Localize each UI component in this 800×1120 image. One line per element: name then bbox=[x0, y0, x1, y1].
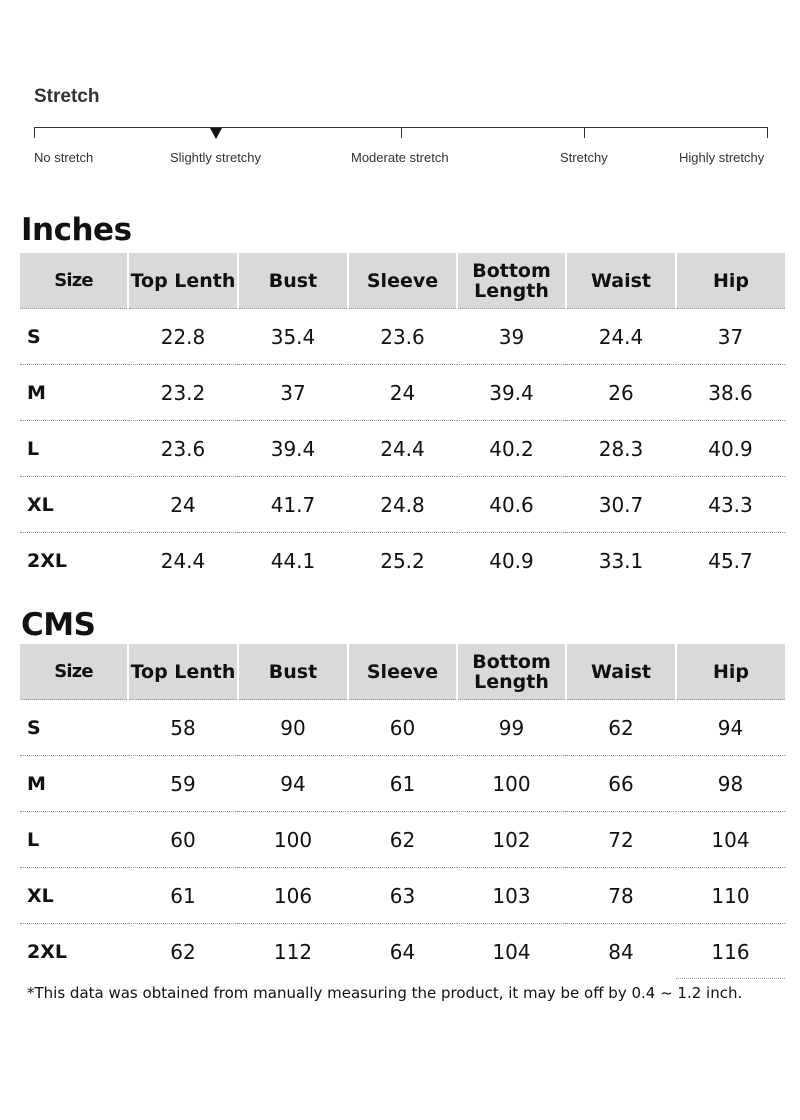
table-cell: 25.2 bbox=[348, 533, 457, 589]
table-cell: 24.4 bbox=[566, 309, 676, 365]
size-cell: 2XL bbox=[20, 533, 128, 589]
table-row bbox=[20, 365, 785, 421]
header-hip: Hip bbox=[676, 644, 785, 700]
header-sleeve: Sleeve bbox=[348, 253, 457, 309]
table-cell: 116 bbox=[676, 924, 785, 980]
table-cell: 100 bbox=[238, 812, 348, 868]
table-row bbox=[20, 700, 785, 756]
table-cell: 24 bbox=[348, 365, 457, 421]
table-cell: 24 bbox=[128, 477, 238, 533]
size-cell: 2XL bbox=[20, 924, 128, 980]
table-cell: 98 bbox=[676, 756, 785, 812]
header-hip: Hip bbox=[676, 253, 785, 309]
header-waist: Waist bbox=[566, 253, 676, 309]
table-cell: 61 bbox=[348, 756, 457, 812]
size-cell: XL bbox=[20, 477, 128, 533]
header-bottom-length: Bottom Length bbox=[457, 644, 566, 700]
measurement-footnote: *This data was obtained from manually measuring the product, it may be off by 0.4 ~ 1.2 inch. bbox=[27, 984, 743, 1002]
table-cell: 66 bbox=[566, 756, 676, 812]
table-row bbox=[20, 812, 785, 868]
stretch-tick bbox=[584, 127, 585, 138]
size-cell: M bbox=[20, 365, 128, 421]
stretch-label-stretchy: Stretchy bbox=[560, 150, 608, 165]
table-cell: 61 bbox=[128, 868, 238, 924]
table-cell: 28.3 bbox=[566, 421, 676, 477]
table-cell: 110 bbox=[676, 868, 785, 924]
cms-size-table bbox=[20, 644, 785, 979]
size-cell: S bbox=[20, 700, 128, 756]
table-cell: 23.2 bbox=[128, 365, 238, 421]
table-cell: 37 bbox=[676, 309, 785, 365]
table-cell: 99 bbox=[457, 700, 566, 756]
header-top-length: Top Lenth bbox=[128, 253, 238, 309]
cms-section-title: CMS bbox=[21, 607, 96, 643]
table-cell: 24.8 bbox=[348, 477, 457, 533]
table-row bbox=[20, 477, 785, 533]
table-cell: 106 bbox=[238, 868, 348, 924]
table-cell: 40.6 bbox=[457, 477, 566, 533]
size-cell: L bbox=[20, 421, 128, 477]
table-cell: 23.6 bbox=[348, 309, 457, 365]
table-cell: 72 bbox=[566, 812, 676, 868]
header-sleeve: Sleeve bbox=[348, 644, 457, 700]
stretch-tick bbox=[34, 127, 35, 138]
table-cell: 64 bbox=[348, 924, 457, 980]
table-cell: 60 bbox=[128, 812, 238, 868]
stretch-label-highly-stretchy: Highly stretchy bbox=[679, 150, 765, 165]
table-cell: 39.4 bbox=[457, 365, 566, 421]
table-cell: 39 bbox=[457, 309, 566, 365]
stretch-label-moderate-stretch: Moderate stretch bbox=[351, 150, 449, 165]
table-cell: 104 bbox=[457, 924, 566, 980]
stretch-label-no-stretch: No stretch bbox=[34, 150, 94, 165]
table-cell: 78 bbox=[566, 868, 676, 924]
table-cell: 62 bbox=[128, 924, 238, 980]
table-cell: 22.8 bbox=[128, 309, 238, 365]
table-row bbox=[20, 868, 785, 924]
table-cell: 90 bbox=[238, 700, 348, 756]
table-cell: 38.6 bbox=[676, 365, 785, 421]
table-cell: 43.3 bbox=[676, 477, 785, 533]
table-cell: 24.4 bbox=[128, 533, 238, 589]
table-header-row bbox=[20, 644, 785, 700]
table-end-divider bbox=[676, 978, 785, 979]
header-top-length: Top Lenth bbox=[128, 644, 238, 700]
table-cell: 30.7 bbox=[566, 477, 676, 533]
table-cell: 37 bbox=[238, 365, 348, 421]
table-cell: 103 bbox=[457, 868, 566, 924]
table-cell: 94 bbox=[238, 756, 348, 812]
table-cell: 45.7 bbox=[676, 533, 785, 589]
size-cell: S bbox=[20, 309, 128, 365]
table-cell: 40.9 bbox=[676, 421, 785, 477]
table-cell: 84 bbox=[566, 924, 676, 980]
table-cell: 40.2 bbox=[457, 421, 566, 477]
table-cell: 24.4 bbox=[348, 421, 457, 477]
table-cell: 23.6 bbox=[128, 421, 238, 477]
header-size: Size bbox=[20, 644, 128, 700]
table-cell: 39.4 bbox=[238, 421, 348, 477]
table-cell: 104 bbox=[676, 812, 785, 868]
table-cell: 102 bbox=[457, 812, 566, 868]
header-size: Size bbox=[20, 253, 128, 309]
stretch-title: Stretch bbox=[34, 86, 100, 107]
inches-size-table bbox=[20, 253, 785, 588]
table-cell: 41.7 bbox=[238, 477, 348, 533]
table-header-row bbox=[20, 253, 785, 309]
header-bust: Bust bbox=[238, 644, 348, 700]
inches-section-title: Inches bbox=[21, 212, 132, 248]
table-cell: 44.1 bbox=[238, 533, 348, 589]
table-cell: 33.1 bbox=[566, 533, 676, 589]
table-row bbox=[20, 756, 785, 812]
table-cell: 58 bbox=[128, 700, 238, 756]
size-cell: M bbox=[20, 756, 128, 812]
header-bottom-length: Bottom Length bbox=[457, 253, 566, 309]
table-row bbox=[20, 421, 785, 477]
table-cell: 94 bbox=[676, 700, 785, 756]
header-waist: Waist bbox=[566, 644, 676, 700]
table-cell: 26 bbox=[566, 365, 676, 421]
table-cell: 59 bbox=[128, 756, 238, 812]
stretch-tick bbox=[401, 127, 402, 138]
stretch-label-slightly-stretchy: Slightly stretchy bbox=[170, 150, 262, 165]
size-cell: XL bbox=[20, 868, 128, 924]
table-cell: 35.4 bbox=[238, 309, 348, 365]
table-cell: 40.9 bbox=[457, 533, 566, 589]
table-row bbox=[20, 309, 785, 365]
header-bust: Bust bbox=[238, 253, 348, 309]
table-cell: 62 bbox=[348, 812, 457, 868]
stretch-tick bbox=[767, 127, 768, 138]
stretch-level-marker-icon bbox=[210, 128, 222, 139]
table-cell: 63 bbox=[348, 868, 457, 924]
size-cell: L bbox=[20, 812, 128, 868]
table-row bbox=[20, 533, 785, 589]
table-cell: 112 bbox=[238, 924, 348, 980]
table-cell: 62 bbox=[566, 700, 676, 756]
table-row bbox=[20, 924, 785, 980]
table-cell: 100 bbox=[457, 756, 566, 812]
table-cell: 60 bbox=[348, 700, 457, 756]
